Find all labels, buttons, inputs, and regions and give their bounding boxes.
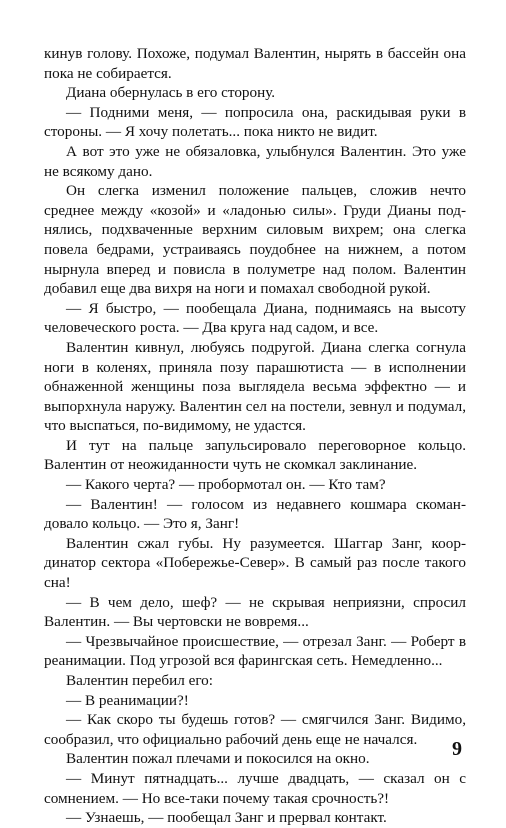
paragraph: — Как скоро ты будешь готов? — смягчился Занг. Видимо, сообразил, что официально рабочий день еще не начался. (44, 711, 466, 748)
paragraph: Он слегка изменил положение пальцев, сложив нечто среднее между «козой» и «ладонью силы». Груди Дианы поднялись, подхваченные верхним силовым вихрем; она слегка повела бедрами, устраиваясь поудобнее на нижнем, а потом нырнула вперед и повисла в полуметре над полом. Валентин добавил еще два вихря на ноги и помахал свободной рукой. (44, 182, 466, 298)
paragraph: И тут на пальце запульсировало переговорное кольцо. Валентин от неожиданности чуть не скомкал заклинание. (44, 436, 466, 474)
paragraph: — Я быстро, — пообещала Диана, поднимаясь на высоту человеческого роста. — Два круга над садом, и все. (44, 299, 466, 337)
paragraph: Диана обернулась в его сторону. (66, 84, 276, 102)
paragraph: — Валентин! — голосом из недавнего кошмара скомандовало кольцо. — Это я, Занг! (44, 495, 466, 533)
paragraph: Валентин перебил его: (66, 672, 213, 689)
paragraph: А вот это уже не обязаловка, улыбнулся Валентин. Это уже не всякому дано. (44, 142, 466, 180)
paragraph: Валентин кивнул, любуясь подругой. Диана слегка согнула ноги в коленях, приняла позу парашютиста — в исполнении обнаженной женщины поза выглядела весьма эффектно — и выпорхнула наружу. Валентин сел на постели, зевнул и подумал, что выспаться, по-видимому, не удастся. (44, 338, 466, 435)
body-text (44, 44, 466, 828)
paragraph: Валентин сжал губы. Ну разумеется. Шаггар Занг, координатор сектора «Побережье-Север». В самый раз после такого сна! (44, 534, 466, 592)
paragraph: кинув голову. Похоже, подумал Валентин, нырять в бассейн она пока не собирается. (44, 45, 466, 82)
paragraph: — Минут пятнадцать... лучше двадцать, — сказал он с сомнением. — Но все-таки почему такая срочность?! (44, 769, 466, 807)
page-number: 9 (452, 738, 462, 760)
paragraph: — Узнаешь, — пообещал Занг и прервал контакт. (66, 809, 387, 827)
paragraph: — В реанимации?! (66, 691, 189, 709)
paragraph: — Чрезвычайное происшествие, — отрезал Занг. — Роберт в реанимации. Под угрозой вся фарингская сеть. Немедленно... (44, 632, 466, 670)
paragraph: — В чем дело, шеф? — не скрывая неприязни, спросил Валентин. — Вы чертовски не вовремя... (44, 593, 466, 631)
paragraph: — Подними меня, — попросила она, раскидывая руки в стороны. — Я хочу полетать... пока никто не видит. (44, 103, 466, 141)
paragraph: — Какого черта? — пробормотал он. — Кто там? (66, 476, 386, 494)
paragraph: Валентин пожал плечами и покосился на окно. (66, 750, 370, 768)
